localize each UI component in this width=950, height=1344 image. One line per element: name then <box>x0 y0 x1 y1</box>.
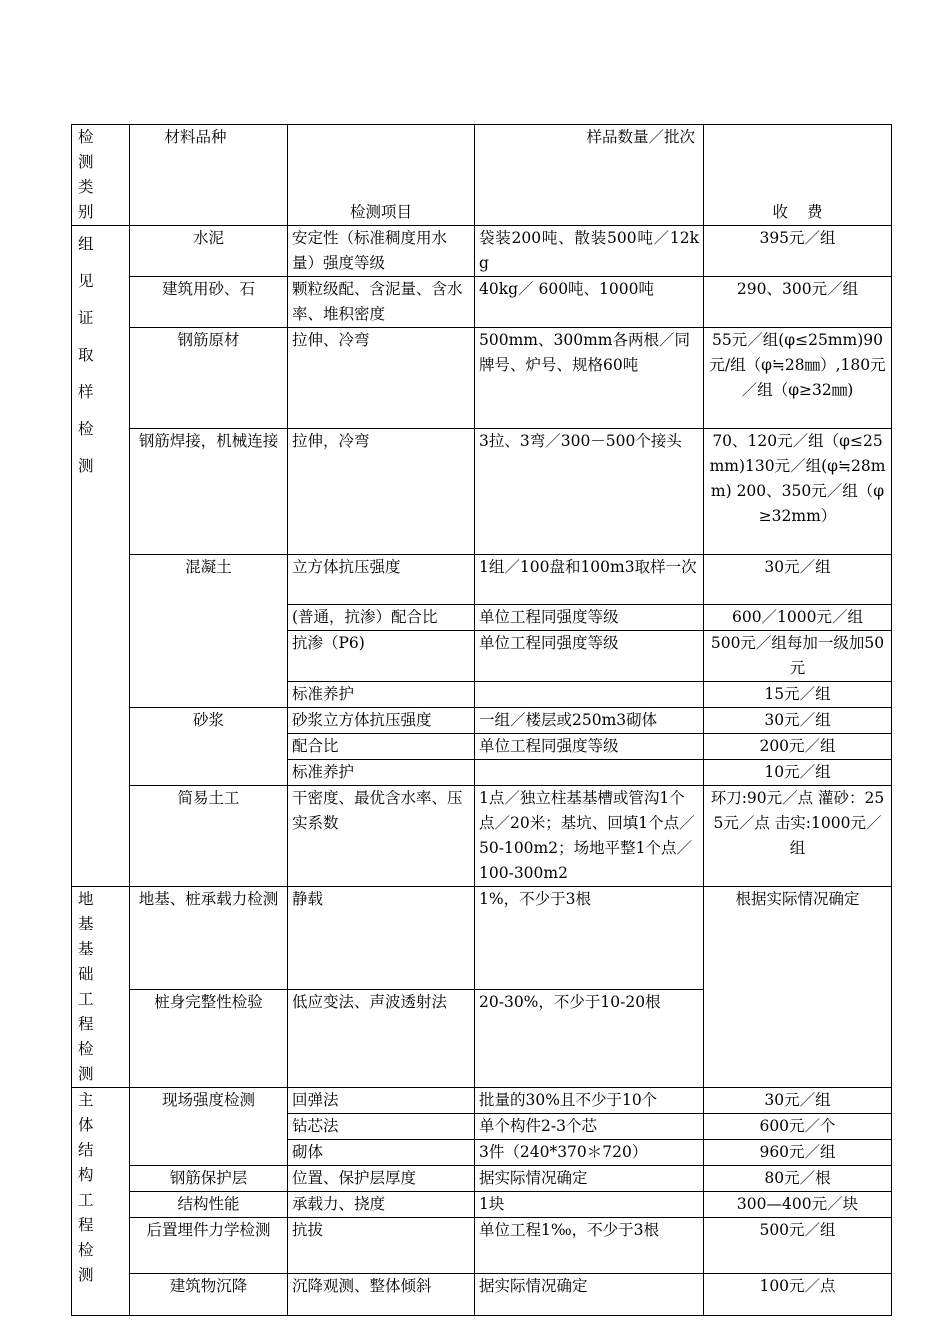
sample-cell <box>475 682 704 708</box>
fee-cell: 55元／组(φ≤25mm)90元/组（φ≒28㎜）,180元／组（φ≥32㎜) <box>704 328 892 429</box>
item-cell: 承载力、挠度 <box>288 1192 475 1218</box>
sample-cell: 40kg／ 600吨、1000吨 <box>475 277 704 328</box>
item-cell: 砌体 <box>288 1140 475 1166</box>
table-row <box>72 786 892 887</box>
header-item: 检测项目 <box>288 125 475 226</box>
fee-cell: 290、300元／组 <box>704 277 892 328</box>
fee-cell: 80元／根 <box>704 1166 892 1192</box>
item-cell: 钻芯法 <box>288 1114 475 1140</box>
item-cell: 立方体抗压强度 <box>288 555 475 605</box>
material-cell: 建筑用砂、石 <box>130 277 288 328</box>
item-cell: 安定性（标准稠度用水量）强度等级 <box>288 226 475 277</box>
material-cell: 简易土工 <box>130 786 288 887</box>
fee-table <box>71 124 892 1316</box>
fee-cell: 600元／个 <box>704 1114 892 1140</box>
sample-cell: 袋装200吨、散装500吨／12kg <box>475 226 704 277</box>
fee-cell: 960元／组 <box>704 1140 892 1166</box>
sample-cell: 批量的30%且不少于10个 <box>475 1088 704 1114</box>
fee-cell: 600／1000元／组 <box>704 605 892 631</box>
item-cell: 拉伸，冷弯 <box>288 429 475 555</box>
sample-cell: 单位工程1‰，不少于3根 <box>475 1218 704 1274</box>
table-row <box>72 429 892 555</box>
header-sample: 样品数量／批次 <box>475 125 704 226</box>
material-cell: 桩身完整性检验 <box>130 989 288 1088</box>
sample-cell: 3拉、3弯／300－500个接头 <box>475 429 704 555</box>
header-row <box>72 125 892 226</box>
sample-cell: 一组／楼层或250m3砌体 <box>475 708 704 734</box>
material-cell: 建筑物沉降 <box>130 1274 288 1316</box>
item-cell: 位置、保护层厚度 <box>288 1166 475 1192</box>
material-cell: 钢筋焊接，机械连接 <box>130 429 288 555</box>
sample-cell: 1组／100盘和100m3取样一次 <box>475 555 704 605</box>
sample-cell: 1%，不少于3根 <box>475 887 704 990</box>
category-cell: 主 体 结 构 工 程 检测 <box>72 1088 130 1316</box>
table-row <box>72 1088 892 1114</box>
material-cell: 钢筋保护层 <box>130 1166 288 1192</box>
category-cell: 组 见 证 取 样 检测 <box>72 226 130 887</box>
sample-cell: 1点／独立柱基基槽或管沟1个点／20米；基坑、回填1个点／50-100m2；场地平整1个点／100-300m2 <box>475 786 704 887</box>
table-row <box>72 555 892 605</box>
item-cell: 砂浆立方体抗压强度 <box>288 708 475 734</box>
fee-cell: 70、120元／组（φ≤25mm)130元／组(φ≒28mm) 200、350元／组（φ≥32mm） <box>704 429 892 555</box>
sample-cell: 单位工程同强度等级 <box>475 734 704 760</box>
item-cell: 静载 <box>288 887 475 990</box>
sample-cell: 3件（240*370＊720） <box>475 1140 704 1166</box>
fee-cell: 395元／组 <box>704 226 892 277</box>
fee-cell: 500元／组 <box>704 1218 892 1274</box>
item-cell: 干密度、最优含水率、压实系数 <box>288 786 475 887</box>
material-cell: 现场强度检测 <box>130 1088 288 1166</box>
header-material: 材料品种 <box>130 125 288 226</box>
item-cell: 低应变法、声波透射法 <box>288 989 475 1088</box>
item-cell: 抗渗（P6) <box>288 631 475 682</box>
item-cell: 抗拔 <box>288 1218 475 1274</box>
fee-cell: 30元／组 <box>704 708 892 734</box>
table-row <box>72 1192 892 1218</box>
sample-cell: 20-30%，不少于10-20根 <box>475 989 704 1088</box>
fee-cell: 环刀:90元／点 灌砂：255元／点 击实:1000元／组 <box>704 786 892 887</box>
sample-cell: 单位工程同强度等级 <box>475 605 704 631</box>
header-fee: 收 费 <box>704 125 892 226</box>
fee-cell: 30元／组 <box>704 555 892 605</box>
table-row <box>72 328 892 429</box>
sample-cell <box>475 760 704 786</box>
fee-cell: 300—400元／块 <box>704 1192 892 1218</box>
material-cell: 砂浆 <box>130 708 288 786</box>
fee-cell: 200元／组 <box>704 734 892 760</box>
sample-cell: 500mm、300mm各两根／同牌号、炉号、规格60吨 <box>475 328 704 429</box>
item-cell: 颗粒级配、含泥量、含水率、堆积密度 <box>288 277 475 328</box>
table-row <box>72 1274 892 1316</box>
sample-cell: 据实际情况确定 <box>475 1274 704 1316</box>
material-cell: 地基、桩承载力检测 <box>130 887 288 990</box>
item-cell: 沉降观测、整体倾斜 <box>288 1274 475 1316</box>
item-cell: 标准养护 <box>288 760 475 786</box>
fee-cell: 10元／组 <box>704 760 892 786</box>
material-cell: 水泥 <box>130 226 288 277</box>
item-cell: 标准养护 <box>288 682 475 708</box>
material-cell: 混凝土 <box>130 555 288 708</box>
sample-cell: 1块 <box>475 1192 704 1218</box>
table-row <box>72 1166 892 1192</box>
sample-cell: 单位工程同强度等级 <box>475 631 704 682</box>
fee-cell: 30元／组 <box>704 1088 892 1114</box>
table-row <box>72 1218 892 1274</box>
item-cell: 拉伸、冷弯 <box>288 328 475 429</box>
item-cell: (普通，抗渗）配合比 <box>288 605 475 631</box>
header-category: 检 测 类别 <box>72 125 130 226</box>
fee-cell: 根据实际情况确定 <box>704 887 892 1088</box>
category-cell: 地 基 基 础 工 程 检测 <box>72 887 130 1088</box>
material-cell: 后置埋件力学检测 <box>130 1218 288 1274</box>
table-row <box>72 887 892 990</box>
item-cell: 回弹法 <box>288 1088 475 1114</box>
material-cell: 钢筋原材 <box>130 328 288 429</box>
table-row <box>72 277 892 328</box>
material-cell: 结构性能 <box>130 1192 288 1218</box>
table-row <box>72 226 892 277</box>
fee-cell: 100元／点 <box>704 1274 892 1316</box>
fee-cell: 500元／组每加一级加50元 <box>704 631 892 682</box>
sample-cell: 单个构件2-3个芯 <box>475 1114 704 1140</box>
item-cell: 配合比 <box>288 734 475 760</box>
table-row <box>72 708 892 734</box>
sample-cell: 据实际情况确定 <box>475 1166 704 1192</box>
fee-cell: 15元／组 <box>704 682 892 708</box>
